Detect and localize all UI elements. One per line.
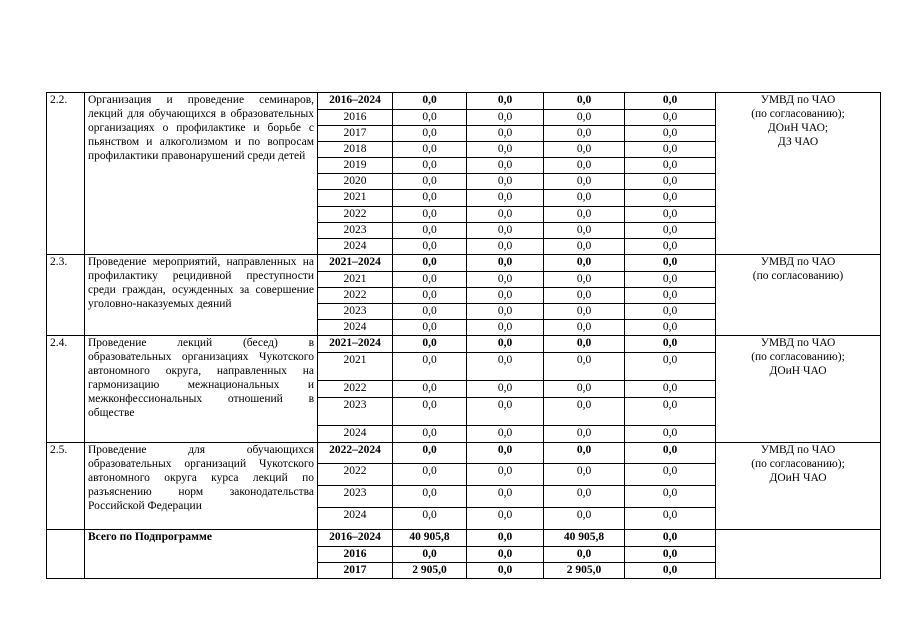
value-cell: 0,0: [625, 398, 716, 426]
year-cell: 2016–2024: [318, 530, 393, 547]
value-cell: 0,0: [625, 381, 716, 398]
value-cell: 0,0: [467, 288, 544, 304]
value-cell: 0,0: [625, 174, 716, 190]
value-cell: 0,0: [393, 288, 467, 304]
value-cell: 0,0: [544, 239, 625, 255]
value-cell: 0,0: [393, 239, 467, 255]
value-cell: 0,0: [544, 158, 625, 174]
year-cell: 2022–2024: [318, 443, 393, 464]
year-cell: 2023: [318, 304, 393, 320]
value-cell: 0,0: [393, 336, 467, 353]
value-cell: 0,0: [625, 110, 716, 126]
total-row: [47, 530, 881, 547]
year-cell: 2024: [318, 320, 393, 336]
item-description: Организация и проведение семинаров, лекций для обучающихся в образовательных организациях о профилактике и борьбе с пьянством и алкоголизмом и по вопросам профилактики правонарушений среди детей: [85, 93, 318, 255]
value-cell: 0,0: [625, 190, 716, 207]
value-cell: 0,0: [467, 190, 544, 207]
value-cell: 0,0: [544, 426, 625, 443]
value-cell: 0,0: [625, 464, 716, 486]
table-body: [47, 93, 881, 579]
value-cell: 0,0: [544, 398, 625, 426]
year-cell: 2016–2024: [318, 93, 393, 110]
value-cell: 0,0: [393, 426, 467, 443]
value-cell: 0,0: [393, 255, 467, 272]
value-cell: 0,0: [625, 320, 716, 336]
value-cell: 0,0: [393, 398, 467, 426]
value-cell: 0,0: [544, 142, 625, 158]
item-description: Проведение мероприятий, направленных на профилактику рецидивной преступности среди граждан, осужденных за совершение уголовно-наказуемых деяний: [85, 255, 318, 336]
value-cell: 0,0: [467, 464, 544, 486]
item-description: Проведение для обучающихся образовательных организаций Чукотского автономного округа курса лекций по разъяснению норм законодательства Российской Федерации: [85, 443, 318, 530]
value-cell: 0,0: [467, 142, 544, 158]
year-cell: 2021: [318, 353, 393, 381]
year-cell: 2016: [318, 547, 393, 563]
value-cell: 0,0: [625, 142, 716, 158]
value-cell: 2 905,0: [544, 563, 625, 579]
value-cell: 0,0: [544, 486, 625, 508]
year-cell: 2017: [318, 126, 393, 142]
value-cell: 0,0: [544, 223, 625, 239]
value-cell: 0,0: [544, 443, 625, 464]
year-cell: 2024: [318, 426, 393, 443]
value-cell: 0,0: [625, 443, 716, 464]
value-cell: 0,0: [544, 126, 625, 142]
value-cell: 0,0: [467, 255, 544, 272]
executor-line: (по согласованию);: [751, 351, 845, 363]
executor-cell: [716, 255, 881, 336]
value-cell: 0,0: [544, 288, 625, 304]
year-cell: 2022: [318, 207, 393, 223]
year-cell: 2022: [318, 464, 393, 486]
executor-line: ДОиН ЧАО: [769, 472, 827, 484]
value-cell: 0,0: [467, 530, 544, 547]
value-cell: 0,0: [393, 464, 467, 486]
value-cell: 0,0: [544, 190, 625, 207]
executor-cell: [716, 93, 881, 255]
value-cell: 0,0: [625, 126, 716, 142]
value-cell: 0,0: [467, 110, 544, 126]
value-cell: 0,0: [544, 464, 625, 486]
executor-line: (по согласованию);: [751, 458, 845, 470]
year-cell: 2022: [318, 381, 393, 398]
value-cell: 0,0: [625, 272, 716, 288]
year-cell: 2021: [318, 272, 393, 288]
value-cell: 0,0: [544, 255, 625, 272]
value-cell: 0,0: [544, 304, 625, 320]
value-cell: 0,0: [393, 223, 467, 239]
year-cell: 2021: [318, 190, 393, 207]
executor-line: (по согласованию): [752, 270, 844, 282]
value-cell: 0,0: [544, 381, 625, 398]
value-cell: 0,0: [625, 304, 716, 320]
table-row: [47, 93, 881, 110]
year-cell: 2021–2024: [318, 336, 393, 353]
value-cell: 0,0: [467, 508, 544, 530]
executor-cell: [716, 336, 881, 443]
value-cell: 0,0: [467, 174, 544, 190]
executor-cell: [716, 443, 881, 530]
item-number: 2.2.: [47, 93, 85, 255]
value-cell: 0,0: [467, 563, 544, 579]
executor-line: ДОиН ЧАО: [769, 365, 827, 377]
value-cell: 0,0: [393, 353, 467, 381]
item-number: 2.5.: [47, 443, 85, 530]
value-cell: 0,0: [544, 110, 625, 126]
value-cell: 0,0: [544, 508, 625, 530]
executor-line: УМВД по ЧАО: [760, 444, 836, 456]
value-cell: 0,0: [393, 443, 467, 464]
item-description: Проведение лекций (бесед) в образовательных организациях Чукотского автономного округа, направленных на гармонизацию межнациональных и межконфессиональных отношений в обществе: [85, 336, 318, 443]
value-cell: 0,0: [467, 336, 544, 353]
value-cell: 0,0: [625, 207, 716, 223]
value-cell: 0,0: [625, 508, 716, 530]
year-cell: 2020: [318, 174, 393, 190]
value-cell: 0,0: [393, 190, 467, 207]
value-cell: 0,0: [393, 158, 467, 174]
year-cell: 2017: [318, 563, 393, 579]
value-cell: 0,0: [625, 239, 716, 255]
value-cell: 40 905,8: [544, 530, 625, 547]
value-cell: 0,0: [393, 110, 467, 126]
year-cell: 2023: [318, 486, 393, 508]
year-cell: 2019: [318, 158, 393, 174]
executor-line: УМВД по ЧАО: [760, 94, 836, 106]
value-cell: 0,0: [625, 336, 716, 353]
executor-line: УМВД по ЧАО: [760, 256, 836, 268]
value-cell: 0,0: [467, 272, 544, 288]
value-cell: 0,0: [544, 93, 625, 110]
value-cell: 0,0: [393, 207, 467, 223]
value-cell: 0,0: [544, 547, 625, 563]
value-cell: 0,0: [544, 174, 625, 190]
total-number-cell: [47, 530, 85, 579]
value-cell: 0,0: [393, 381, 467, 398]
value-cell: 0,0: [625, 547, 716, 563]
value-cell: 0,0: [393, 174, 467, 190]
value-cell: 0,0: [625, 255, 716, 272]
value-cell: 0,0: [625, 530, 716, 547]
executor-cell: [716, 530, 881, 579]
year-cell: 2023: [318, 223, 393, 239]
value-cell: 0,0: [625, 426, 716, 443]
value-cell: 0,0: [467, 93, 544, 110]
value-cell: 0,0: [467, 207, 544, 223]
value-cell: 0,0: [393, 93, 467, 110]
table-row: [47, 255, 881, 272]
table-row: [47, 336, 881, 353]
value-cell: 0,0: [625, 93, 716, 110]
value-cell: 0,0: [625, 288, 716, 304]
value-cell: 0,0: [393, 508, 467, 530]
value-cell: 0,0: [544, 353, 625, 381]
value-cell: 40 905,8: [393, 530, 467, 547]
value-cell: 0,0: [625, 563, 716, 579]
year-cell: 2024: [318, 508, 393, 530]
value-cell: 0,0: [467, 547, 544, 563]
executor-line: ДЗ ЧАО: [777, 136, 819, 148]
value-cell: 0,0: [393, 142, 467, 158]
year-cell: 2024: [318, 239, 393, 255]
value-cell: 0,0: [467, 239, 544, 255]
value-cell: 0,0: [625, 486, 716, 508]
year-cell: 2023: [318, 398, 393, 426]
executor-line: УМВД по ЧАО: [760, 337, 836, 349]
value-cell: 0,0: [467, 304, 544, 320]
value-cell: 0,0: [393, 320, 467, 336]
value-cell: 0,0: [393, 126, 467, 142]
value-cell: 0,0: [544, 207, 625, 223]
value-cell: 0,0: [393, 486, 467, 508]
value-cell: 0,0: [393, 547, 467, 563]
value-cell: 0,0: [467, 353, 544, 381]
executor-line: ДОиН ЧАО;: [767, 122, 829, 134]
subprogram-table: [46, 92, 881, 579]
value-cell: 0,0: [467, 426, 544, 443]
value-cell: 0,0: [625, 353, 716, 381]
item-number: 2.4.: [47, 336, 85, 443]
value-cell: 0,0: [467, 126, 544, 142]
value-cell: 0,0: [393, 272, 467, 288]
value-cell: 0,0: [467, 381, 544, 398]
value-cell: 0,0: [467, 223, 544, 239]
value-cell: 0,0: [467, 158, 544, 174]
year-cell: 2022: [318, 288, 393, 304]
value-cell: 0,0: [544, 336, 625, 353]
year-cell: 2018: [318, 142, 393, 158]
total-label: Всего по Подпрограмме: [85, 530, 318, 579]
value-cell: 0,0: [467, 398, 544, 426]
value-cell: 2 905,0: [393, 563, 467, 579]
value-cell: 0,0: [625, 158, 716, 174]
value-cell: 0,0: [467, 486, 544, 508]
value-cell: 0,0: [625, 223, 716, 239]
year-cell: 2021–2024: [318, 255, 393, 272]
value-cell: 0,0: [467, 320, 544, 336]
value-cell: 0,0: [544, 272, 625, 288]
executor-line: (по согласованию);: [751, 108, 845, 120]
year-cell: 2016: [318, 110, 393, 126]
item-number: 2.3.: [47, 255, 85, 336]
value-cell: 0,0: [393, 304, 467, 320]
value-cell: 0,0: [544, 320, 625, 336]
value-cell: 0,0: [467, 443, 544, 464]
table-row: [47, 443, 881, 464]
